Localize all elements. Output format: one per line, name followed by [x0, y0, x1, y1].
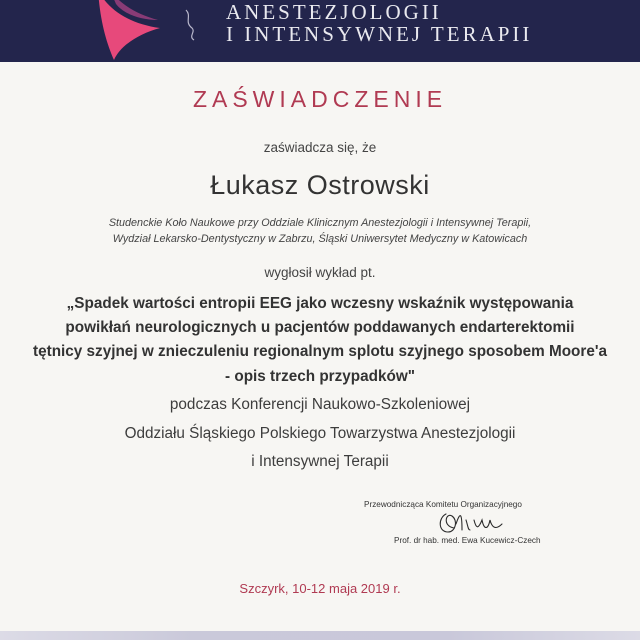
header-title-line1: ANESTEZJOLOGII: [226, 0, 442, 24]
header-banner: [0, 0, 640, 62]
certificate-title: ZAŚWIADCZENIE: [192, 86, 448, 112]
conference-line: Oddziału Śląskiego Polskiego Towarzystwa Anestezjologii: [124, 425, 516, 442]
intro-text: zaświadcza się, że: [263, 140, 377, 155]
signatory-name: Prof. dr hab. med. Ewa Kucewicz-Czech: [394, 536, 541, 545]
logo-script-mark-icon: [180, 6, 202, 42]
bottom-decorative-bar: [0, 631, 640, 640]
place-and-date: Szczyrk, 10-12 maja 2019 r.: [239, 581, 401, 596]
recipient-name: Łukasz Ostrowski: [210, 170, 430, 200]
signatory-role: Przewodnicząca Komitetu Organizacyjnego: [364, 500, 522, 509]
handwritten-signature: [432, 506, 506, 540]
lecture-title-line: powikłań neurologicznych u pacjentów poddawanych endarterektomii: [65, 319, 575, 336]
conference-line: podczas Konferencji Naukowo-Szkoleniowej: [169, 396, 471, 413]
lecture-title-line: - opis trzech przypadków": [225, 368, 415, 385]
affiliation-line: Wydział Lekarsko-Dentystyczny w Zabrzu, Śląski Uniwersytet Medyczny w Katowicach: [112, 233, 528, 245]
logo-swoosh-icon: [80, 0, 170, 60]
delivered-text: wygłosił wykład pt.: [264, 265, 376, 280]
affiliation-line: Studenckie Koło Naukowe przy Oddziale Klinicznym Anestezjologii i Intensywnej Terapii,: [108, 217, 532, 229]
conference-line: i Intensywnej Terapii: [251, 453, 389, 470]
lecture-title-line: „Spadek wartości entropii EEG jako wczesny wskaźnik występowania: [66, 295, 574, 312]
lecture-title-line: tętnicy szyjnej w znieczuleniu regionalnym splotu szyjnego sposobem Moore'a: [33, 343, 607, 360]
header-title-line2: I INTENSYWNEJ TERAPII: [226, 22, 533, 46]
